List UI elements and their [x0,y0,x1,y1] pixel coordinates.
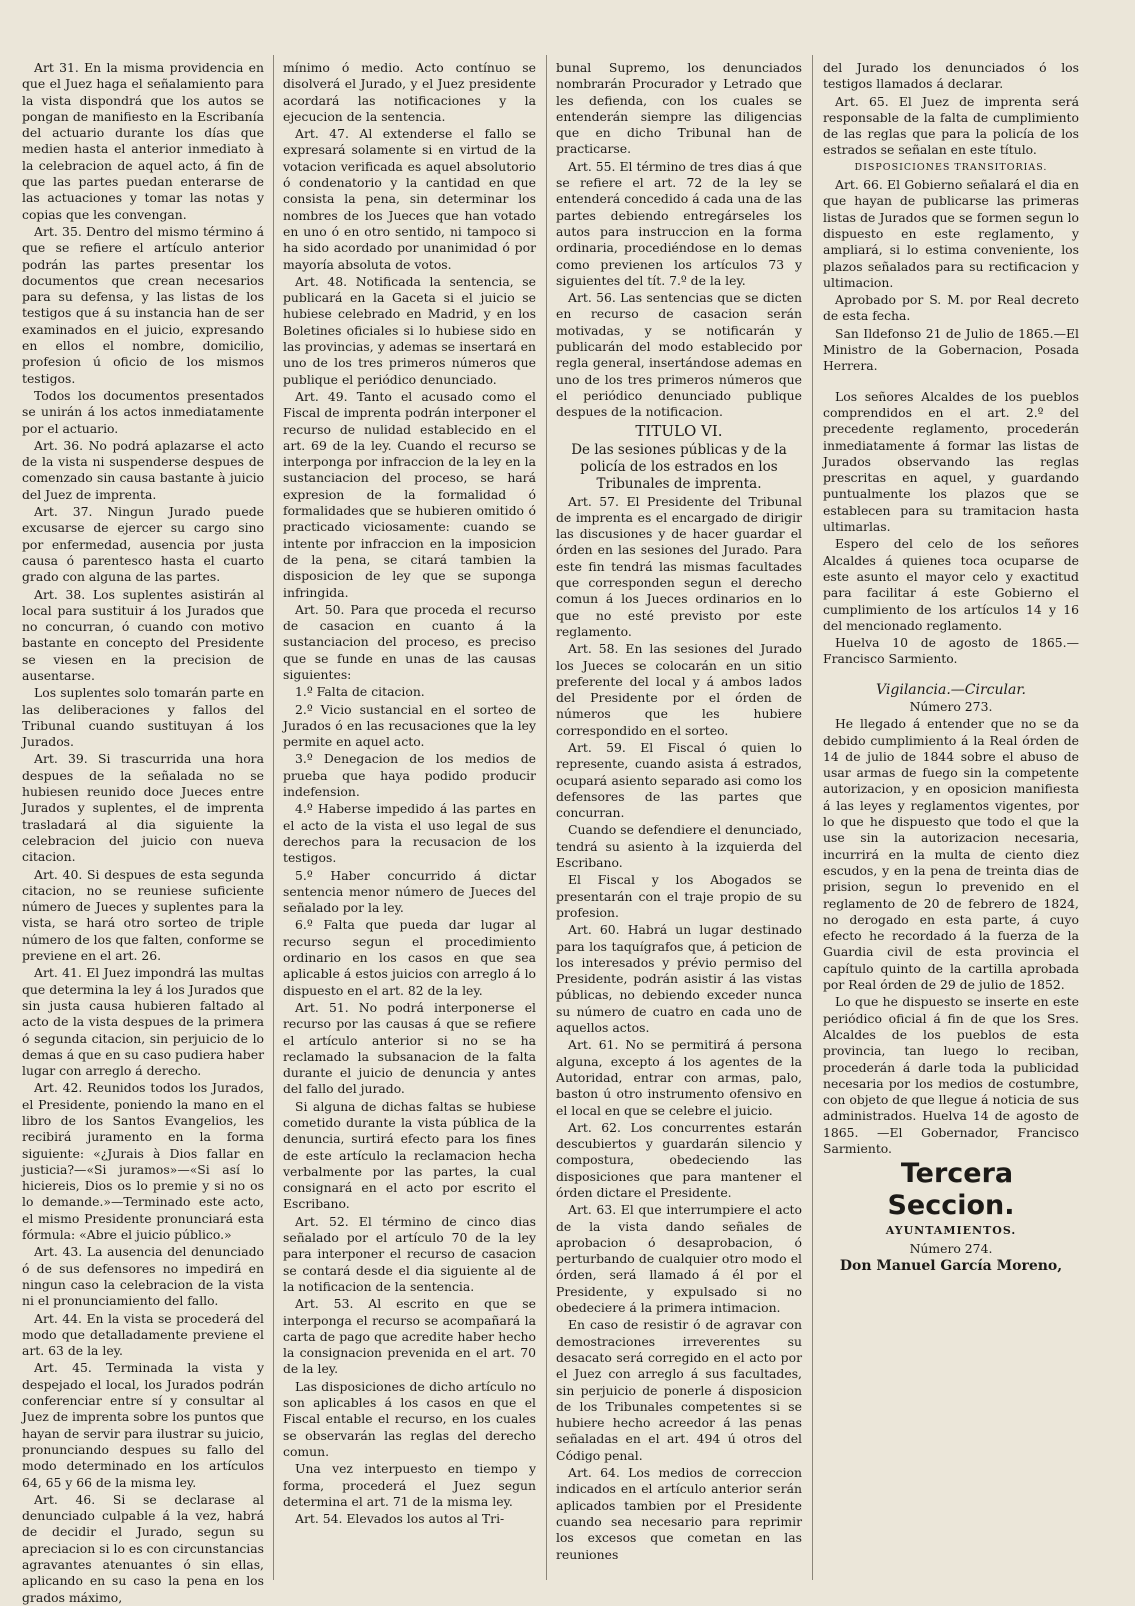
article-44: Art. 44. En la vista se procederá del modo que detalladamente previene el art. 63 de la ley. [22,1310,264,1359]
paragraph: Todos los documentos presentados se unirán á los actos inmediatamente por el actuario. [22,387,264,436]
article-37: Art. 37. Ningun Jurado puede excusarse de ejercer su cargo sino por enfermedad, ausencia por justa causa ó parentesco hasta el cuarto grado con alguna de las partes. [22,504,264,585]
article-66: Art. 66. El Gobierno señalará el dia en que hayan de publicarse las primeras listas de Jurados que se formen segun lo dispuesto en este reglamento, y ampliará, si lo estima conveniente, los plazos señalados para su rectificacion y ultimacion. [823,177,1079,290]
article-62: Art. 62. Los concurrentes estarán descubiertos y guardarán silencio y compostura, obedeciendo las disposiciones que para mantener el órden dictare el Presidente. [556,1119,802,1200]
article-64: Art. 64. Los medios de correccion indicados en el artículo anterior serán aplicados tambien por el Presidente cuando sea necesario para reprimir los excesos que cometan en las reuniones [556,1465,802,1562]
paragraph: Una vez interpuesto en tiempo y forma, procederá el Juez segun determina el art. 71 de la misma ley. [283,1461,536,1509]
paragraph: Lo que he dispuesto se inserte en este periódico oficial á fin de que los Sres. Alcaldes de los pueblos de esta provincia, tan luego lo reciban, procederán á darle toda la publicidad necesaria por los medios de costumbre, con objeto de que llegue á noticia de sus administrados. Huelva 14 de agosto de 1865. —El Gobernador, Francisco Sarmiento. [823,994,1079,1156]
column-1 [22,60,264,1605]
article-36: Art. 36. No podrá aplazarse el acto de la vista ni suspenderse despues de comenzado sin causa bastante à juicio del Juez de imprenta. [22,437,264,502]
column-3 [556,60,802,1580]
paragraph: Los suplentes solo tomarán parte en las deliberaciones y fallos del Tribunal cuando sustituyan á los Jurados. [22,685,264,750]
article-63: Art. 63. El que interrumpiere el acto de la vista dando señales de aprobacion ó desaprobacion, ó perturbando de cualquier otro modo el órden, será llamado á él por el Presidente, y expulsado si no obedeciere á la primera intimacion. [556,1202,802,1316]
list-item: 6.º Falta que pueda dar lugar al recurso segun el procedimiento ordinario en los casos en que sea aplicable á estos juicios con arreglo á lo dispuesto en el art. 82 de la ley. [283,917,536,998]
paragraph: Cuando se defendiere el denunciado, tendrá su asiento à la izquierda del Escribano. [556,822,802,871]
list-item: 3.º Denegacion de los medios de prueba que haya podido producir indefension. [283,751,536,800]
article-45: Art. 45. Terminada la vista y despejado el local, los Jurados podrán conferenciar entre sí y consultar al Juez de imprenta sobre los puntos que hayan de servir para ilustrar su juicio, pronunciando despues su fallo del modo determinado en los artículos 64, 65 y 66 de la misma ley. [22,1360,264,1490]
column-rule [273,55,274,1580]
paragraph: Los señores Alcaldes de los pueblos comprendidos en el art. 2.º del precedente reglamento, procederán inmediatamente á formar las listas de Jurados observando las reglas prescritas en aquel, y guardando puntualmente los plazos que se establecen para su tramitacion hasta ultimarlas. [823,388,1079,535]
section-banner: Tercera Seccion. [887,1158,1015,1222]
article-40: Art. 40. Si despues de esta segunda citacion, no se reuniese suficiente número de Jueces y suplentes para la vista, se hará otro sorteo de triple número de los que falten, conforme se previene en el art. 26. [22,866,264,964]
document-number: Número 274. [909,1240,993,1256]
article-47: Art. 47. Al extenderse el fallo se expresará solamente si en virtud de la votacion verificada es aquel absolutorio ó condenatorio y la cantidad en que consista la pena, sin determinar los nombres de los Jueces que han votado en uno ó en otro sentido, ni tampoco si ha sido acordado por unanimidad ó por mayoría absoluta de votos. [283,126,536,272]
article-41: Art. 41. El Juez impondrá las multas que determina la ley á los Jurados que sin justa causa hubieren faltado al acto de la vista despues de la primera ó segunda citacion, sin perjuicio de lo demas á que en su caso pudiera haber lugar con arreglo á derecho. [22,965,264,1079]
signature-line: San Ildefonso 21 de Julio de 1865.—El Ministro de la Gobernacion, Posada Herrera. [823,325,1079,374]
column-2 [283,60,536,1580]
section-heading: DISPOSICIONES TRANSITORIAS. [854,161,1048,173]
paragraph: En caso de resistir ó de agravar con demostraciones irreverentes su desacato será corregido en el acto por el Juez con arreglo á sus facultades, sin perjuicio de ponerle á disposicion de los Tribunales competentes si se hubiere hecho acreedor á las penas señaladas en el art. 494 ú otros del Código penal. [556,1317,802,1463]
article-55: Art. 55. El término de tres dias á que se refiere el art. 72 de la ley se entenderá concedido á cada una de las partes debiendo entregárseles los autos para instruccion en la forma ordinaria, procediéndose en lo demas como previenen los artículos 73 y siguientes del tít. 7.º de la ley. [556,158,802,288]
article-52: Art. 52. El término de cinco dias señalado por el artículo 70 de la ley para interponer el recurso de casacion se contará desde el dia siguiente al de la notificacion de la sentencia. [283,1213,536,1294]
article-42: Art. 42. Reunidos todos los Jurados, el Presidente, poniendo la mano en el libro de los Santos Evangelios, les recibirá juramento en la forma siguiente: «¿Jurais à Dios fallar en justicia?—«Si juramos»—«Si así lo hiciereis, Dios os lo premie y si no os lo demande.»—Terminado este acto, el mismo Presidente pronunciará esta fórmula: «Abre el juicio público.» [22,1080,264,1243]
article-58: Art. 58. En las sesiones del Jurado los Jueces se colocarán en un sitio preferente del local y á ambos lados del Presidente por el órden de números que les hubiere correspondido en el sorteo. [556,641,802,738]
list-item: 2.º Vicio sustancial en el sorteo de Jurados ó en las recusaciones que la ley permite en aquel acto. [283,701,536,750]
column-4 [823,60,1079,1580]
paragraph: He llegado á entender que no se da debido cumplimiento á la Real órden de 14 de julio de 1844 sobre el abuso de usar armas de fuego sin la competente autorizacion, y en oposicion manifiesta á las leyes y reglamentos vigentes, por lo que he dispuesto que todo el que la use sin la autorizacion necesaria, incurrirá en la multa de ciento diez escudos, y en la pena de treinta dias de prision, segun lo prevenido en el reglamento de 20 de febrero de 1824, no derogado en esta parte, á cuyo efecto he recordado á la fuerza de la Guardia civil de esta provincia el capítulo quinto de la cartilla aprobada por Real órden de 29 de julio de 1852. [823,716,1079,993]
article-57: Art. 57. El Presidente del Tribunal de imprenta es el encargado de dirigir las discusiones y de hacer guardar el órden en las sesiones del Jurado. Para este fin tendrá las mismas facultades que corresponden segun el derecho comun á los Jueces ordinarios en lo que no esté previsto por este reglamento. [556,493,802,639]
paragraph: Las disposiciones de dicho artículo no son aplicables á los casos en que el Fiscal entable el recurso, en los cuales se observarán las reglas del derecho comun. [283,1378,536,1459]
signature-line: Huelva 10 de agosto de 1865.—Francisco Sarmiento. [823,635,1079,667]
article-48: Art. 48. Notificada la sentencia, se publicará en la Gaceta si el juicio se hubiese celebrado en Madrid, y en los Boletines oficiales si lo hubiese sido en las provincias, y ademas se insertará en uno de los tres primeros números que publique el periódico denunciado. [283,273,536,387]
article-46: Art. 46. Si se declarase al denunciado culpable á la vez, habrá de decidir el Jurado, segun su apreciacion si lo es con circunstancias agravantes atenuantes ó sin ellas, aplicando en su caso la pena en los grados máximo, [22,1491,264,1605]
official-name: Don Manuel García Moreno, [839,1257,1063,1274]
title-heading: TITULO VI. [635,421,723,440]
paragraph: Si alguna de dichas faltas se hubiese cometido durante la vista pública de la denuncia, surtirá efecto para los fines de este artículo la reclamacion hecha verbalmente por las partes, la cual consignará en el acto por escrito el Escribano. [283,1098,536,1212]
article-56: Art. 56. Las sentencias que se dicten en recurso de casacion serán motivadas, y se notificarán y publicarán del modo establecido por regla general, insertándose ademas en uno de los tres primeros números que el periódico denunciado publique despues de la notificacion. [556,290,802,420]
paragraph: bunal Supremo, los denunciados nombrarán Procurador y Letrado que les defienda, con los cuales se entenderán siempre las diligencias que en dicho Tribunal han de practicarse. [556,60,802,157]
article-65: Art. 65. El Juez de imprenta será responsable de la falta de cumplimiento de las reglas que para la policía de los estrados se señalan en este título. [823,93,1079,158]
article-35: Art. 35. Dentro del mismo término á que se refiere el artículo anterior podrán las partes presentar los documentos que crean necesarios para su defensa, y las listas de los testigos que á su instancia han de ser examinados en el juicio, expresando en ellos el nombre, domicilio, profesion ú oficio de los mismos testigos. [22,223,264,386]
section-heading: AYUNTAMIENTOS. [885,1224,1017,1238]
title-subheading: De las sesiones públicas y de la policía de los estrados en los Tribunales de imprenta. [571,441,787,492]
paragraph: Aprobado por S. M. por Real decreto de esta fecha. [823,292,1079,324]
article-50: Art. 50. Para que proceda el recurso de casacion en cuanto á la sustanciacion del proceso, es preciso que se funde en unas de las causas siguientes: [283,601,536,682]
column-rule [812,55,813,1580]
paragraph: El Fiscal y los Abogados se presentarán con el traje propio de su profesion. [556,872,802,920]
article-43: Art. 43. La ausencia del denunciado ó de sus defensores no impedirá en ningun caso la celebracion de la vista ni el pronunciamiento del fallo. [22,1244,264,1309]
paragraph: del Jurado los denunciados ó los testigos llamados á declarar. [823,60,1079,92]
document-number: Número 273. [909,698,993,714]
article-61: Art. 61. No se permitirá á persona alguna, excepto á los agentes de la Autoridad, entrar con armas, palo, baston ú otro instrumento ofensivo en el local en que se celebre el juicio. [556,1037,802,1118]
list-item: 4.º Haberse impedido á las partes en el acto de la vista el uso legal de sus derechos para la recusacion de los testigos. [283,801,536,866]
article-59: Art. 59. El Fiscal ó quien lo represente, cuando asista á estrados, ocupará asiento separado asi como los defensores de las partes que concurran. [556,739,802,821]
list-item: 5.º Haber concurrido á dictar sentencia menor número de Jueces del señalado por la ley. [283,867,536,916]
article-39: Art. 39. Si trascurrida una hora despues de la señalada no se hubiesen reunido doce Jueces entre Jurados y suplentes, el de imprenta trasladará al dia siguiente la celebracion del juicio con nueva citacion. [22,751,264,865]
section-title: Vigilancia.—Circular. [876,681,1026,698]
article-54: Art. 54. Elevados los autos al Tri- [295,1511,505,1527]
article-51: Art. 51. No podrá interponerse el recurso por las causas á que se refiere el artículo anterior si no se ha reclamado la subsanacion de la falta durante el juicio de denuncia y antes del fallo del jurado. [283,999,536,1097]
article-38: Art. 38. Los suplentes asistirán al local para sustituir á los Jurados que no concurran, ó cuando con motivo bastante en concepto del Presidente se viesen en la precision de ausentarse. [22,586,264,683]
paragraph: Espero del celo de los señores Alcaldes á quienes toca ocuparse de este asunto el mayor celo y exactitud para facilitar á este Gobierno el cumplimiento de los artículos 14 y 16 del mencionado reglamento. [823,536,1079,633]
list-item: 1.º Falta de citacion. [295,684,425,700]
article-31: Art 31. En la misma providencia en que el Juez haga el señalamiento para la vista dispondrá que los autos se pongan de manifiesto en la Escribanía del actuario durante los días que medien hasta el anterior inmediato à la celebracion de aquel acto, á fin de que las partes puedan enterarse de las actuaciones y tomar las notas y copias que les convengan. [22,60,264,222]
article-53: Art. 53. Al escrito en que se interponga el recurso se acompañará la carta de pago que acredite haber hecho la consignacion prevenida en el art. 70 de la ley. [283,1296,536,1377]
article-60: Art. 60. Habrá un lugar destinado para los taquígrafos que, á peticion de los interesados y prévio permiso del Presidente, podrán asistir á las vistas públicas, no debiendo exceder nunca su número de cuatro en cada uno de aquellos actos. [556,922,802,1036]
article-49: Art. 49. Tanto el acusado como el Fiscal de imprenta podrán interponer el recurso de nulidad establecido en el art. 69 de la ley. Cuando el recurso se interponga por infraccion de la ley en la sustanciacion del proceso, se hará expresion de la formalidad ó formalidades que se hubieren omitido ó practicado viciosamente: cuando se intente por infraccion en la imposicion de la pena, se citará tambien la disposicion de ley que se suponga infringida. [283,388,536,600]
column-rule [546,55,547,1580]
paragraph: mínimo ó medio. Acto contínuo se disolverá el Jurado, y el Juez presidente acordará las notificaciones y la ejecucion de la sentencia. [283,60,536,124]
